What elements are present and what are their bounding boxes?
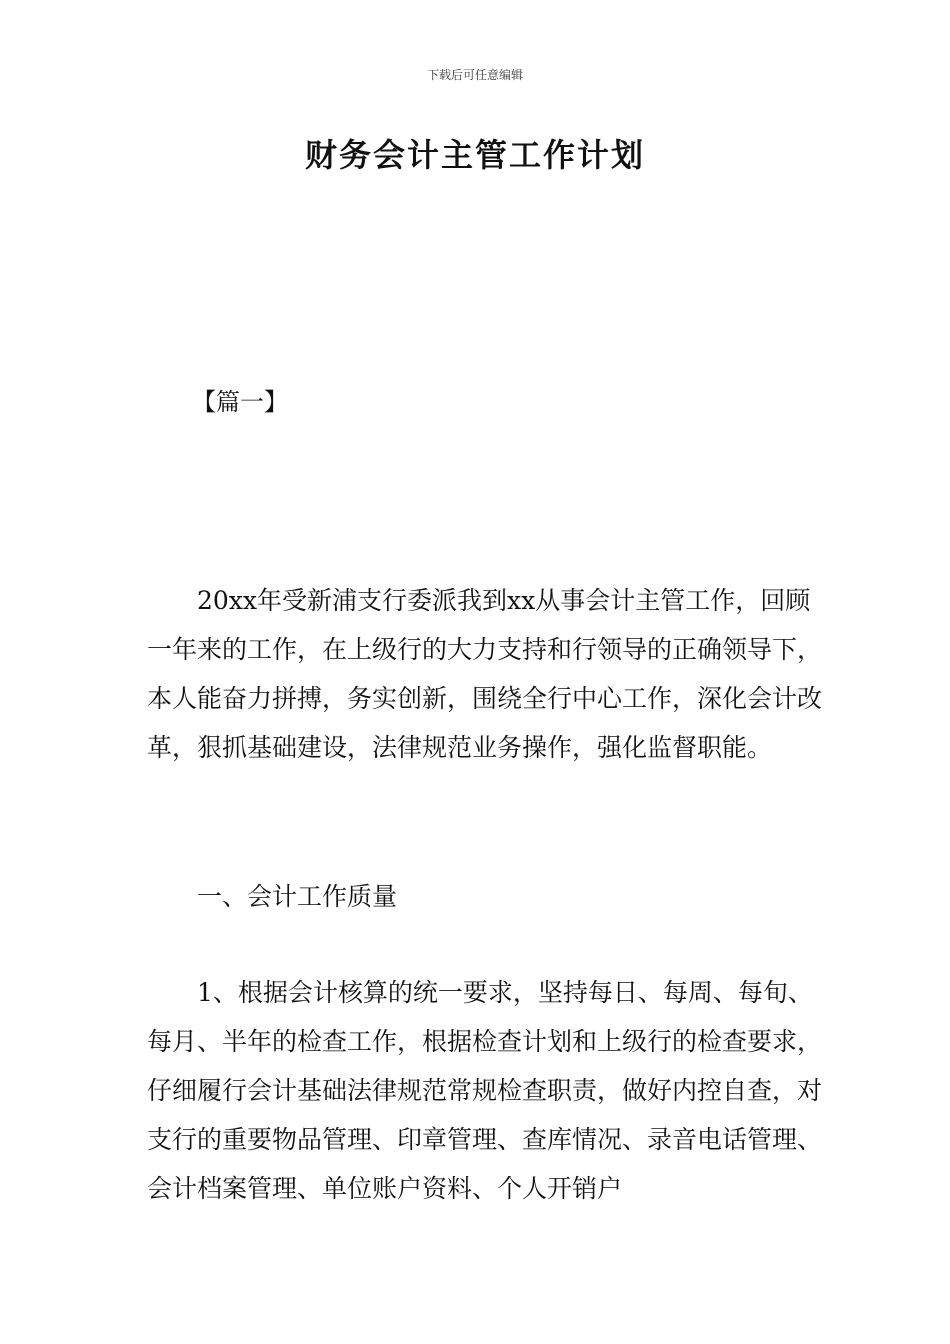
section-heading: 一、会计工作质量 xyxy=(197,882,398,911)
document-title: 财务会计主管工作计划 xyxy=(304,136,645,174)
header-note: 下载后可任意编辑 xyxy=(426,68,523,82)
body-paragraph: 1、根据会计核算的统一要求，坚持每日、每周、每旬、每月、半年的检查工作，根据检查计划和上级行的检查要求，仔细履行会计基础法律规范常规检查职责，做好内控自查，对支行的重要物品管理、印章管理、查库情况、录音电话管理、会计档案管理、单位账户资料、个人开销户 xyxy=(147,978,823,1203)
body-paragraph: 20xx年受新浦支行委派我到xx从事会计主管工作，回顾一年来的工作，在上级行的大力支持和行领导的正确领导下，本人能奋力拼搏，务实创新，围绕全行中心工作，深化会计改革，狠抓基础建设，法律规范业务操作，强化监督职能。 xyxy=(147,586,823,762)
section-mark: 【篇一】 xyxy=(192,388,288,416)
